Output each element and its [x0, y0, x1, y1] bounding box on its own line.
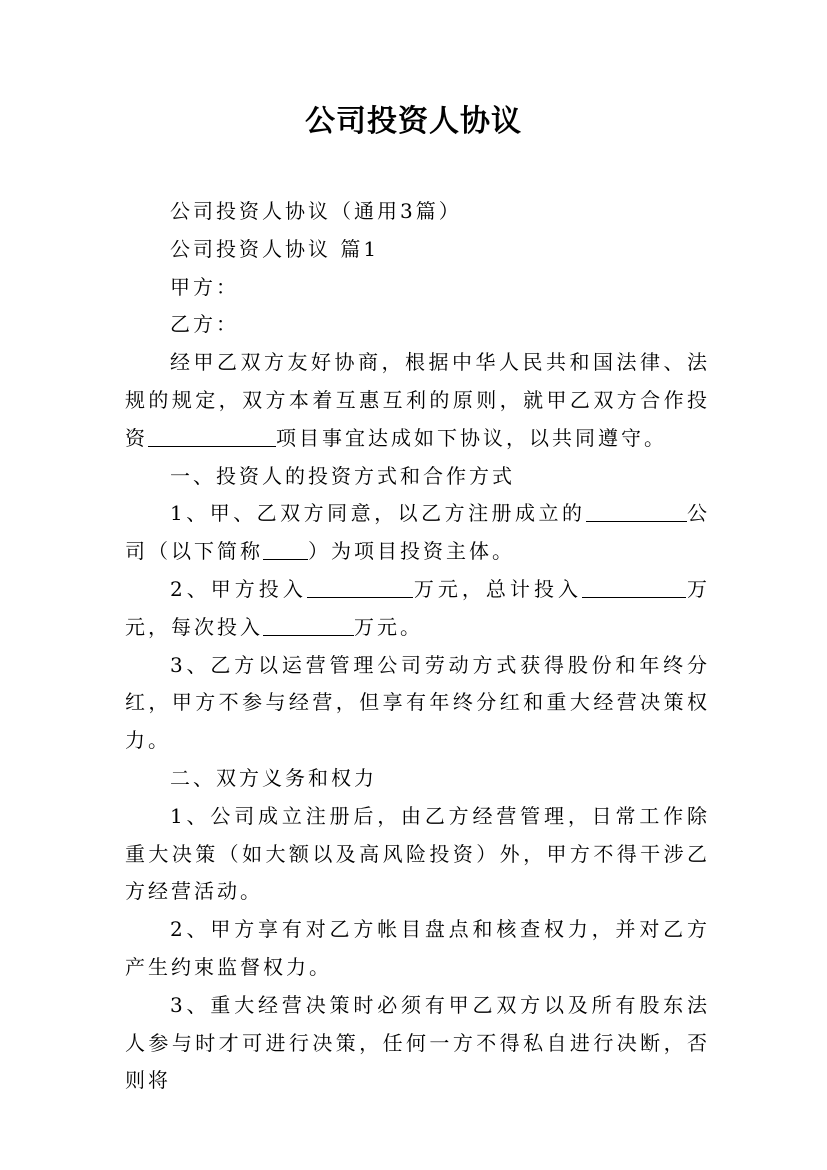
paragraph-text: 2、甲方享有对乙方帐目盘点和核查权力，并对乙方产生约束监督权力。 [125, 917, 710, 979]
paragraph-text: 一、投资人的投资方式和合作方式 [170, 463, 515, 488]
paragraph-text: 公司投资人协议（通用3篇） [170, 199, 462, 223]
paragraph-text: 经甲乙双方友好协商，根据中华人民共和国法律、法规的规定，双方本着互惠互利的原则，就甲乙双方合作投资 [125, 350, 710, 450]
fill-in-blank [307, 575, 413, 598]
paragraph-heading-1 [125, 458, 710, 496]
paragraph-text: ）为项目投资主体。 [308, 539, 515, 564]
paragraph-text: 万元，每次投入 [125, 576, 711, 639]
paragraph-text: 公司（以下简称 [125, 501, 711, 564]
paragraph-text: 1、甲、乙双方同意，以乙方注册成立的 [170, 501, 586, 526]
paragraph-preamble [125, 344, 710, 457]
paragraph-heading-2 [125, 760, 710, 798]
paragraph-text: 乙方： [170, 312, 239, 337]
paragraph-text: 万元，总计投入 [412, 576, 582, 601]
fill-in-blank [263, 537, 308, 560]
fill-in-blank [586, 499, 687, 522]
fill-in-blank [148, 424, 276, 447]
paragraph-subtitle [125, 193, 710, 231]
paragraph-section-heading [125, 231, 710, 269]
paragraph-clause-1-2 [125, 571, 710, 647]
paragraph-text: 3、重大经营决策时必须有甲乙双方以及所有股东法人参与时才可进行决策，任何一方不得私自进行决断，否则将 [125, 992, 710, 1093]
paragraph-text: 二、双方义务和权力 [170, 765, 377, 790]
paragraph-text: 项目事宜达成如下协议，以共同遵守。 [276, 425, 667, 450]
paragraph-text: 甲方： [170, 274, 239, 299]
document-body [125, 193, 710, 1100]
paragraph-party-a [125, 269, 710, 307]
fill-in-blank [582, 575, 686, 598]
paragraph-text: 3、乙方以运营管理公司劳动方式获得股份和年终分红，甲方不参与经营，但享有年终分红和重大经营决策权力。 [125, 652, 710, 753]
paragraph-text: 公司投资人协议 篇1 [170, 236, 380, 261]
paragraph-clause-2-3 [125, 987, 710, 1100]
paragraph-clause-1-1 [125, 495, 710, 571]
document-title: 公司投资人协议 [305, 104, 522, 139]
fill-in-blank [263, 613, 354, 636]
paragraph-text: 2、甲方投入 [170, 576, 307, 601]
paragraph-text: 1、公司成立注册后，由乙方经营管理，日常工作除重大决策（如大额以及高风险投资）外，甲方不得干涉乙方经营活动。 [125, 803, 710, 904]
paragraph-clause-1-3 [125, 647, 710, 760]
paragraph-clause-2-2 [125, 911, 710, 987]
paragraph-party-b [125, 306, 710, 344]
paragraph-clause-2-1 [125, 798, 710, 911]
paragraph-text: 万元。 [354, 614, 423, 639]
